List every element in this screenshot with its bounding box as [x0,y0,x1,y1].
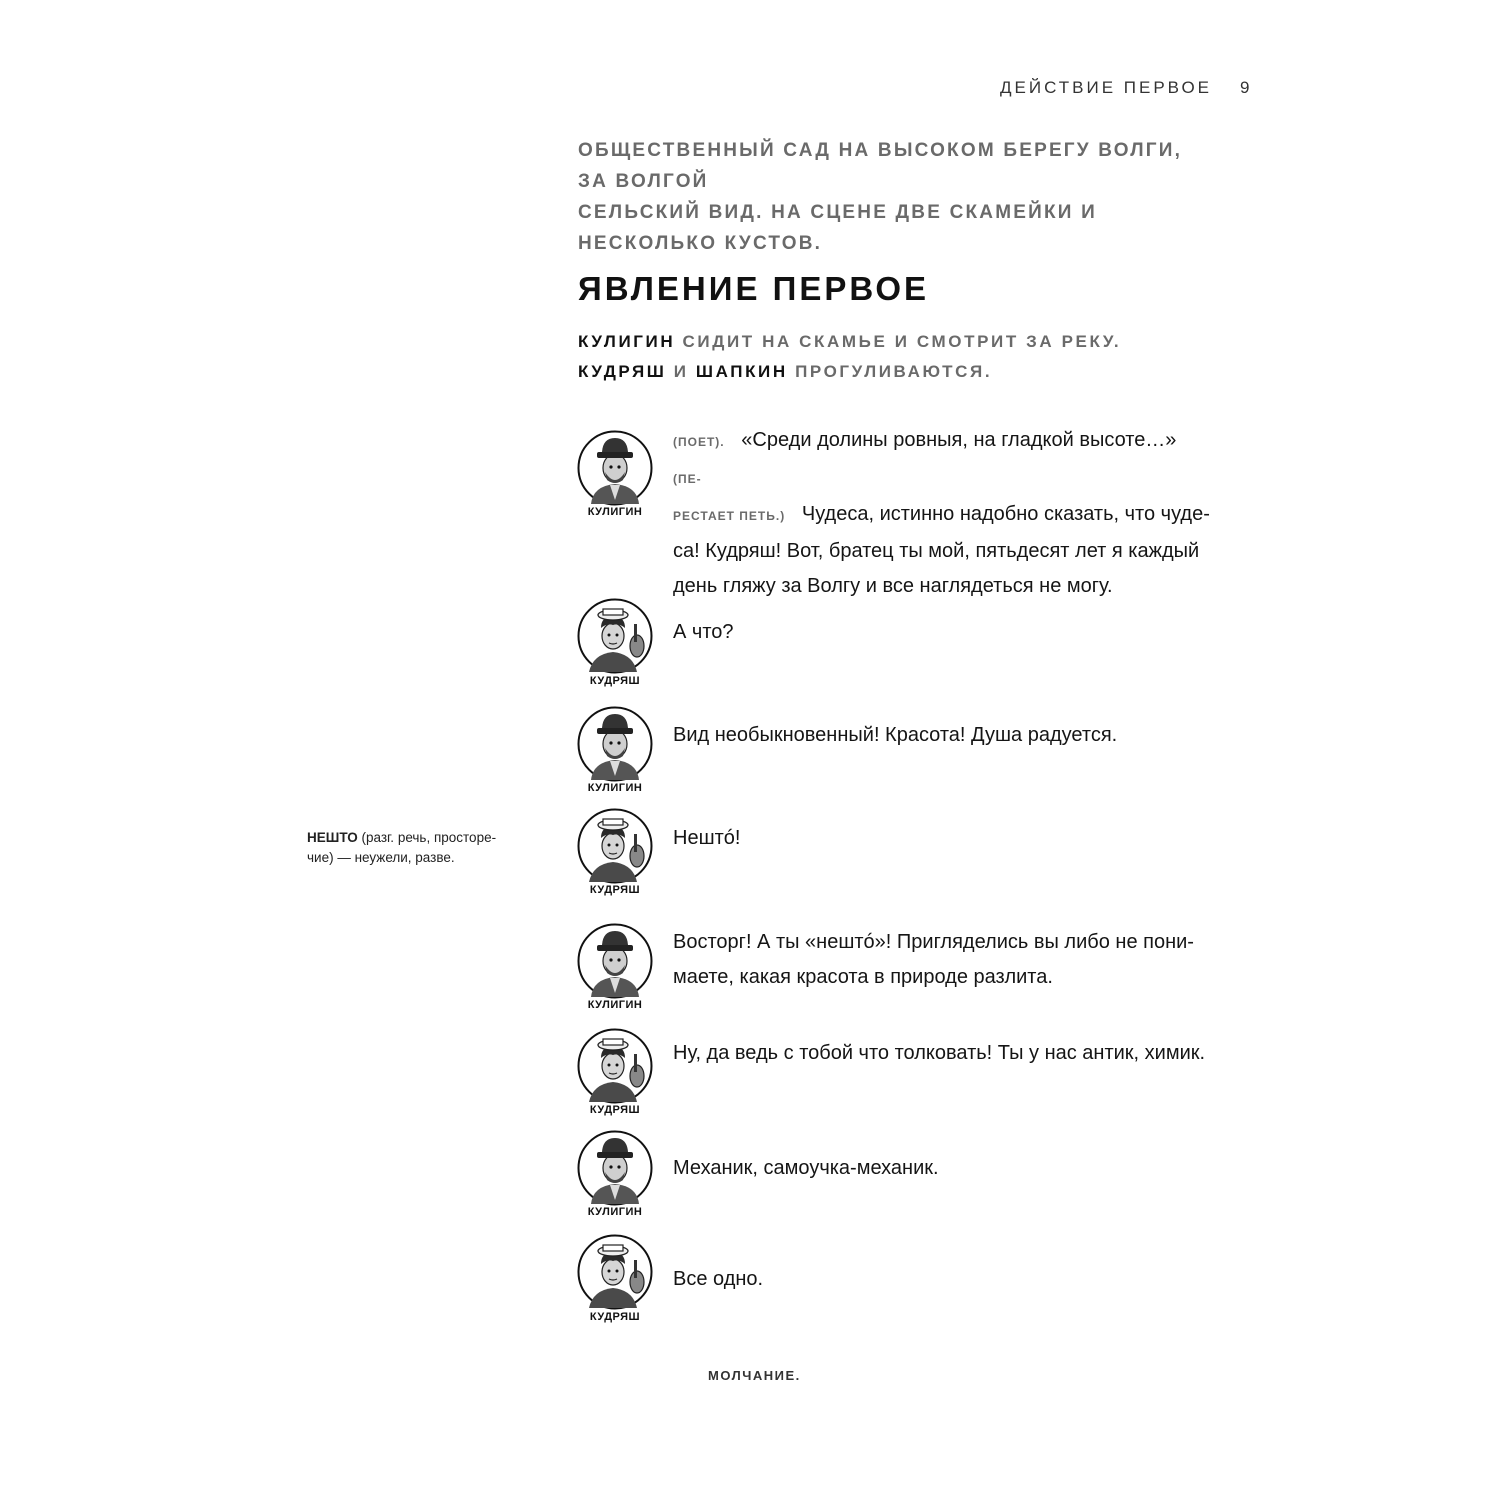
dialogue-line: Вид необыкновенный! Красота! Душа радуется. [673,724,1118,746]
speaker-label: КУЛИГИН [587,999,643,1011]
stage-direction-line: СЕЛЬСКИЙ ВИД. НА СЦЕНЕ ДВЕ СКАМЕЙКИ И НЕСКОЛЬКО КУСТОВ. [578,202,1097,254]
dialogue-line: А что? [673,621,734,643]
footnote-term: НЕШТО [307,830,358,845]
dialogue-line: (ПОЕТ). «Среди долины ровныя, на гладкой высоте…» (ПЕ- РЕСТАЕТ ПЕТЬ.) Чудеса, истинно надобно сказать, что чуде- са! Кудряш! Вот, братец ты мой, пятьдесят лет я каждый день гляжу за Волгу и все наглядеться не могу. [673,429,1210,597]
running-header: ДЕЙСТВИЕ ПЕРВОЕ [1000,78,1213,97]
closing-stage-direction: МОЛЧАНИЕ. [708,1368,801,1383]
scene-description [578,327,1238,387]
dialogue-line: Ну, да ведь с тобой что толковать! Ты у нас антик, химик. [673,1042,1206,1064]
kudryash-avatar [577,1234,653,1310]
dialogue-line: Восторг! А ты «нештó»! Пригляделись вы либо не пони- маете, какая красота в природе разлита. [673,931,1194,988]
scene-desc-text: И [666,362,696,381]
kuligin-avatar [577,1130,653,1206]
speaker-label: КУДРЯШ [589,884,641,896]
stage-direction-line: ОБЩЕСТВЕННЫЙ САД НА ВЫСОКОМ БЕРЕГУ ВОЛГИ, ЗА ВОЛГОЙ [578,140,1183,192]
character-name: КУДРЯШ [578,362,667,381]
kudryash-avatar [577,1028,653,1104]
kudryash-avatar [577,808,653,884]
scene-desc-text: ПРОГУЛИВАЮТСЯ. [787,362,993,381]
stage-remark: РЕСТАЕТ ПЕТЬ.) [673,509,786,523]
dialogue-line: Механик, самоучка-механик. [673,1157,939,1179]
kudryash-avatar [577,598,653,674]
character-name: ШАПКИН [695,362,788,381]
page-number: 9 [1240,78,1250,97]
stage-direction [578,135,1218,259]
speaker-label: КУЛИГИН [587,782,643,794]
speaker-label: КУДРЯШ [589,675,641,687]
stage-remark: (ПОЕТ). [673,435,725,449]
speaker-label: КУДРЯШ [589,1104,641,1116]
scene-desc-text: СИДИТ НА СКАМЬЕ И СМОТРИТ ЗА РЕКУ. [675,332,1122,351]
kuligin-avatar [577,923,653,999]
dialogue-line: Все одно. [673,1268,764,1290]
scene-title: ЯВЛЕНИЕ ПЕРВОЕ [578,270,930,307]
character-name: КУЛИГИН [578,332,676,351]
margin-footnote: НЕШТО (разг. речь, просторе- чие) — неужели, разве. [307,830,497,865]
dialogue-line: Нештó! [673,827,741,849]
kuligin-avatar [577,706,653,782]
kuligin-avatar [577,430,653,506]
speaker-label: КУЛИГИН [587,506,643,518]
speaker-label: КУДРЯШ [589,1311,641,1323]
speaker-label: КУЛИГИН [587,1206,643,1218]
stage-remark: (ПЕ- [673,472,702,486]
